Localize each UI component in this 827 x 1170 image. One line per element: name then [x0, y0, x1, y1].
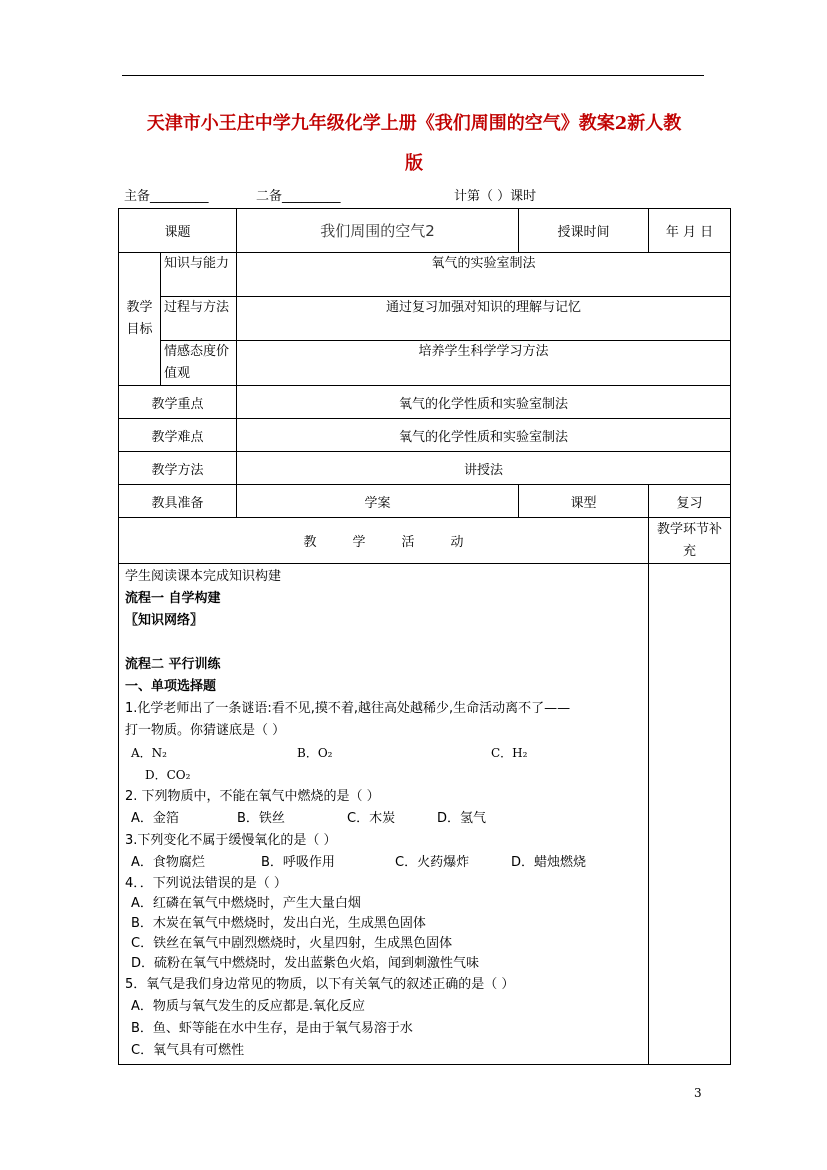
question-1-cont: 打一物质。你猜谜底是（ ）: [125, 723, 286, 738]
topic-label: 课题: [119, 209, 237, 253]
materials-value: 学案: [237, 485, 519, 518]
question-4: 4．．下列说法错误的是（ ）: [125, 876, 287, 891]
question-2: 2. 下列物质中，不能在氧气中燃烧的是（ ）: [125, 789, 380, 804]
option: A．食物腐烂: [131, 855, 205, 870]
time-value: 年 月 日: [649, 209, 731, 253]
option: C．火药爆炸: [395, 855, 470, 870]
flow1-heading: 流程一 自学构建: [125, 591, 221, 606]
goal-value: 通过复习加强对知识的理解与记忆: [237, 297, 731, 341]
header-rule: [122, 75, 704, 76]
lesson-type-label: 课型: [519, 485, 649, 518]
option: B．鱼、虾等能在水中生存，是由于氧气易溶于水: [131, 1021, 413, 1036]
question-2-options: [125, 808, 644, 830]
materials-label: 教具准备: [119, 485, 237, 518]
teaching-activity-heading: 教 学 活 动: [119, 518, 649, 564]
option: B．铁丝: [237, 811, 285, 826]
knowledge-network-heading: 〖知识网络〗: [125, 613, 204, 628]
teaching-content: [119, 564, 649, 1065]
topic-row: [119, 209, 731, 253]
option: B．木炭在氧气中燃烧时，发出白光，生成黑色固体: [131, 916, 426, 931]
option: A．N₂: [131, 746, 167, 760]
option: B．O₂: [297, 746, 333, 760]
second-preparer: 二备_________: [256, 189, 341, 204]
goal-value: 培养学生科学学习方法: [237, 341, 731, 386]
option: A．物质与氧气发生的反应都是.氧化反应: [131, 999, 366, 1014]
option: A．金箔: [131, 811, 179, 826]
section-heading: 一、单项选择题: [125, 679, 217, 694]
difficulty-label: 教学难点: [119, 419, 237, 452]
option: D．氢气: [437, 811, 487, 826]
lesson-plan-table: [118, 208, 731, 1065]
method-value: 讲授法: [237, 452, 731, 485]
goal-row: [119, 297, 731, 341]
spacer: [125, 632, 644, 654]
key-point-label: 教学重点: [119, 386, 237, 419]
option: D．硫粉在氧气中燃烧时，发出蓝紫色火焰，闻到刺激性气味: [131, 956, 480, 971]
activity-header-row: [119, 518, 731, 564]
time-label: 授课时间: [519, 209, 649, 253]
supplement-cell: [649, 564, 731, 1065]
difficulty-row: [119, 419, 731, 452]
goal-label: 知识与能力: [161, 253, 237, 297]
content-row: [119, 564, 731, 1065]
difficulty-value: 氧气的化学性质和实验室制法: [237, 419, 731, 452]
question-1-options: [125, 742, 644, 764]
option: D．蜡烛燃烧: [511, 855, 587, 870]
topic-value: 我们周围的空气2: [237, 209, 519, 253]
goals-label: 教学目标: [119, 253, 161, 386]
question-3: 3.下列变化不属于缓慢氧化的是（ ）: [125, 833, 337, 848]
goal-value: 氧气的实验室制法: [237, 253, 731, 297]
document-title-line1: 天津市小王庄中学九年级化学上册《我们周围的空气》教案2新人教: [146, 113, 682, 134]
supplement-label: 教学环节补充: [649, 518, 731, 564]
question-1: 1.化学老师出了一条谜语:看不见,摸不着,越往高处越稀少,生命活动离不了——: [125, 701, 571, 716]
main-preparer: 主备_________: [124, 189, 209, 204]
key-point-value: 氧气的化学性质和实验室制法: [237, 386, 731, 419]
flow2-heading: 流程二 平行训练: [125, 657, 221, 672]
method-row: [119, 452, 731, 485]
option: C．铁丝在氧气中剧烈燃烧时，火星四射，生成黑色固体: [131, 936, 453, 951]
option: C．氧气具有可燃性: [131, 1043, 245, 1058]
materials-row: [119, 485, 731, 518]
key-point-row: [119, 386, 731, 419]
goal-row: [119, 341, 731, 386]
option: A．红磷在氧气中燃烧时，产生大量白烟: [131, 896, 361, 911]
option: C．H₂: [491, 746, 528, 760]
intro-text: 学生阅读课本完成知识构建: [125, 569, 282, 584]
goal-row: [119, 253, 731, 297]
goal-label: 过程与方法: [161, 297, 237, 341]
option: B．呼吸作用: [261, 855, 335, 870]
option: C．木炭: [347, 811, 396, 826]
method-label: 教学方法: [119, 452, 237, 485]
lesson-count: 计第（ ）课时: [454, 189, 537, 204]
question-3-options: [125, 852, 644, 874]
lesson-type-value: 复习: [649, 485, 731, 518]
page-number: 3: [694, 1086, 702, 1100]
option: D．CO₂: [145, 768, 191, 782]
document-title-line2: 版: [405, 153, 423, 174]
goal-label: 情感态度价值观: [161, 341, 237, 386]
question-5: 5．氧气是我们身边常见的物质，以下有关氧气的叙述正确的是（ ）: [125, 977, 515, 992]
